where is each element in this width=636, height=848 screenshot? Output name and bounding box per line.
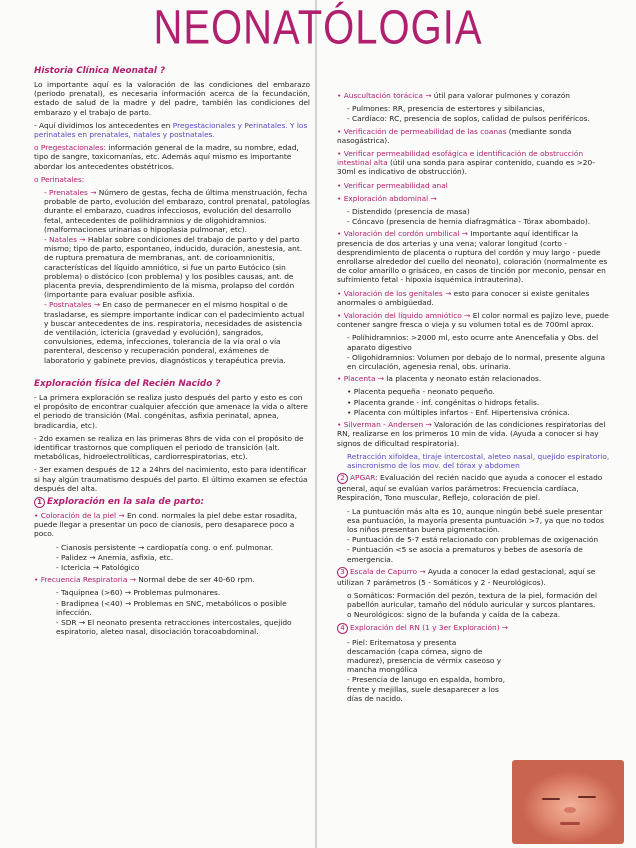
left-section-heading [34, 497, 310, 508]
right-note [347, 452, 613, 470]
right-note [337, 194, 613, 203]
left-note [56, 618, 310, 636]
note-label: - Postnatales → [44, 300, 101, 310]
right-note [347, 408, 613, 417]
note-text: • Placenta grande - inf. congénitas o hidrops fetalis. [347, 397, 540, 407]
right-note [337, 420, 613, 448]
note-text: - Distendido (presencia de masa) [347, 207, 470, 217]
note-text: - Cóncavo (presencia de hernia diafragmática - Tórax abombado). [347, 217, 591, 227]
note-text: Número de gestas, fecha de última menstruación, fecha probable de parto, evolución del embarazo, control prenatal, patologías durante el embarazo, cuadros infecciosos, evolución del desarrollo fetal, antecedentes de polihidramnios y de oligohidramnios. (malformaciones urinarias o hipoplasia pulmonar, etc). [44, 188, 310, 234]
note-label: • Verificar permeabilidad anal [337, 180, 448, 190]
note-label: • Valoración del cordón umbilical → [337, 229, 468, 239]
right-note [347, 610, 613, 619]
right-note [347, 104, 613, 113]
note-text: • Placenta con múltiples infartos - Enf. Hipertensiva crónica. [347, 407, 570, 417]
left-note [56, 563, 310, 572]
note-text: El color normal es pajizo leve, puede contener sangre fresca o vieja y su volumen total es de 700ml aprox. [337, 311, 609, 330]
right-note [337, 623, 613, 634]
note-text: - Puntuación de 5-7 está relacionado con problemas de oxigenación [347, 535, 599, 545]
note-text: o Somáticos: Formación del pezón, textura de la piel, formación del pabellón auricular, tamaño del nódulo auricular y surcos plantares. [347, 590, 597, 610]
note-label: • Auscultación torácica → [337, 91, 432, 100]
note-text: Importante aquí identificar la presencia de dos arterias y una vena; valorar longitud (corto - desprendimiento de placenta o ruptura del cordón y muy largo - puede enrollarse alrededor del cuello del neonato), coloración (normalmente es de color amarillo o grisáceo, en casos de tinción por meconio, pensar en sufrimiento fetal - hipoxia isquémica intrauterina). [337, 229, 608, 285]
left-section-heading [34, 66, 310, 77]
note-text: información general de la madre, su nombre, edad, tipo de sangre, toxicomanías, etc. Además aquí mismo es importante abordar los antecedentes obstétricos. [34, 143, 299, 171]
note-text: - Oligohidramnios: Volumen por debajo de lo normal, presente alguna en circulación, agenesia renal, obs. urinaria. [347, 352, 606, 372]
right-note [337, 567, 613, 587]
note-text: - Pulmones: RR, presencia de estertores y sibilancias, [347, 104, 545, 114]
note-label: Exploración del RN (1 y 3er Exploración) → [350, 622, 509, 632]
right-note [337, 149, 613, 177]
left-note [34, 511, 310, 539]
left-note [34, 143, 310, 171]
right-note [347, 545, 613, 563]
right-note [347, 353, 613, 371]
note-text: - Ictericia → Patológico [56, 562, 140, 572]
note-text: útil para valorar pulmones y corazón [431, 91, 570, 100]
note-text: Valoración de las condiciones respiratorias del RN, realizarse en los primeros 10 min de vida. (Ayuda a conocer si hay signos de dificultad respiratoria). [337, 420, 606, 448]
notebook-spine [315, 0, 317, 848]
note-label: • Placenta → [337, 374, 385, 384]
note-text: - 3er examen después de 12 a 24hrs del nacimiento, esto para identificar si hay algún traumatismo después del parto. El último examen se efectúa después del alta. [34, 465, 308, 493]
eye-left [542, 798, 560, 800]
note-text: Ayuda a conocer la edad gestacional, aquí se utilizan 7 parámetros (5 - Somáticos y 2 - Neurológicos). [337, 566, 596, 587]
right-note [347, 387, 613, 396]
right-note [347, 398, 613, 407]
note-text: (mediante sonda nasogástrica). [337, 126, 572, 145]
note-text: - Presencia de lanugo en espalda, hombro, frente y mejillas, suele desaparecer a los días de nacido. [347, 675, 505, 703]
heading-text: Exploración en la sala de parto: [47, 496, 205, 507]
note-text: • Placenta pequeña - neonato pequeño. [347, 387, 495, 397]
note-label: • Valoración del líquido amniótico → [337, 311, 471, 321]
note-text: - Puntuación <5 se asocia a prematuros y bebes de asesoría de emergencia. [347, 545, 583, 564]
note-text: - Polihidramnios: >2000 ml, esto ocurre ante Anencefalia y Obs. del aparato digestivo [347, 333, 599, 352]
left-column [34, 66, 310, 637]
left-note [56, 553, 310, 562]
left-note [56, 543, 310, 552]
left-section-heading [34, 379, 310, 390]
highlighted-text: Retracción xifoidea, tiraje intercostal, aleteo nasal, quejido espiratorio, asincronismo de los mov. del tórax y abdomen [347, 451, 610, 470]
left-note [56, 599, 310, 617]
note-text: (útil una sonda para aspirar contenido, cuando es >20-30ml es indicativo de obstrucción). [337, 158, 595, 177]
note-label: • Verificación de permeabilidad de las coanas [337, 126, 507, 136]
left-note [44, 300, 310, 364]
right-note [337, 229, 613, 284]
note-text: - SDR → El neonato presenta retracciones intercostales, quejido espiratorio, aleteo nasal, disociación toracoabdominal. [56, 617, 292, 637]
note-text: - Aquí dividimos los antecedentes en [34, 120, 173, 130]
note-label: • Coloración de la piel → [34, 510, 125, 520]
note-text: - Palidez → Anemia, asfixia, etc. [56, 552, 174, 562]
note-label: • Exploración abdominal → [337, 193, 437, 203]
left-note [56, 588, 310, 597]
note-label: Escala de Capurro → [350, 566, 426, 576]
right-note [337, 91, 613, 100]
page-title: NEONATÓLOGIA [153, 1, 483, 55]
note-text: Hablar sobre condiciones del trabajo de parto y del parto mismo; tipo de parto, espontaneo, inducido, duración, anestesia, ant. de ruptura prematura de membranas, ant. de corioamnionitis, características del líquido amniótico, si fue un parto Eutócico (sin problema) o distócico (con problema) y los posibles causas, ant. de placenta previa, desprendimiento de la misma, prolapso del cordón (importante para evaluar posible asfixia. [44, 235, 303, 300]
note-text: o Neurológicos: signo de la bufanda y caída de la cabeza. [347, 610, 561, 620]
note-text: esto para conocer si existe genitales anormales o ambigüedad. [337, 288, 590, 307]
left-note [34, 175, 310, 184]
left-note [44, 188, 310, 234]
left-note [44, 235, 310, 299]
note-label: • Verificar permeabilidad esofágica e identificación de obstrucción intestinal alta [337, 149, 584, 168]
right-note [347, 114, 613, 123]
note-label: • Frecuencia Respiratoria → [34, 575, 136, 585]
note-text: - 2do examen se realiza en las primeras 8hrs de vida con el propósito de identificar trastornos que compliquen el periodo de transición (alt. metabólicas, hidroelectrolíticas, cardiorrespiratorias, etc). [34, 433, 304, 462]
note-text: Evaluación del recién nacido que ayuda a conocer el estado general, aquí se evalúan varios parámetros: Frecuencia cardíaca, Respiración, Tono muscular, Reflejo, coloración de piel. [337, 473, 603, 503]
right-column [337, 88, 613, 704]
heading-text: Historia Clínica Neonatal ? [34, 66, 166, 76]
heading-text: Exploración física del Recién Nacido ? [34, 378, 221, 389]
left-note [34, 80, 310, 117]
right-note [337, 181, 613, 190]
note-text: - Bradipnea (<40) → Problemas en SNC, metabólicos o posible infección. [56, 598, 287, 617]
eye-right [578, 796, 596, 798]
note-label: o Perinatales: [34, 174, 85, 184]
left-note [34, 393, 310, 430]
right-note [347, 207, 613, 216]
note-text: la placenta y neonato están relacionados. [384, 374, 542, 384]
right-note [347, 535, 613, 544]
note-text: En cond. normales la piel debe estar rosadita, puede llegar a presentar un poco de cianosis, pero desaparece poco a poco. [34, 510, 297, 539]
note-text: - Taquipnea (>60) → Problemas pulmonares. [56, 588, 221, 598]
right-note [337, 127, 613, 145]
right-note [347, 507, 613, 535]
right-note [347, 675, 507, 703]
right-note [337, 374, 613, 383]
note-text: En caso de permanecer en el mismo hospital o de trasladarse, es siempre importante indicar con el padecimiento actual y buscar antecedentes de ins. respiratoria, necesidades de asistencia de ventilación, ictericia (gravedad y evolución), sangrados, convulsiones, edema, infecciones, tolerancia de la vía oral o vía parenteral, descenso y recuperación ponderal, exámenes de laboratorio y gabinete previos, diagnósticos y terapéutica previa. [44, 300, 305, 365]
section-number: 3 [337, 567, 348, 578]
right-note [337, 311, 613, 329]
note-label: o Pregestacionales: [34, 143, 106, 153]
right-note [337, 289, 613, 307]
section-number: 2 [337, 473, 348, 484]
newborn-photo [512, 760, 624, 844]
note-text: Lo importante aquí es la valoración de las condiciones del embarazo (periodo prenatal), es necesaria información acerca de la fecundación, estado de salud de la madre y del padre, también las condiciones del embarazo y el trabajo de parto. [34, 80, 310, 117]
nose [564, 807, 576, 813]
highlighted-text: Pregestacionales y Perinatales. Y los perinatales en prenatales, natales y postnatales. [34, 120, 308, 140]
note-label: • Silverman - Andersen → [337, 420, 432, 430]
right-note [347, 217, 613, 226]
note-text: - La primera exploración se realiza justo después del parto y esto es con el propósito de encontrar cualquier afección que amenace la vida o altere el periodo de transición (Mal. congénitas, asfixia perinatal, apnea, bradicardia, etc). [34, 392, 308, 430]
left-note [34, 465, 310, 493]
left-note [34, 575, 310, 584]
note-label: - Prenatales → [44, 188, 97, 198]
right-note [347, 333, 613, 351]
note-text: Normal debe de ser 40-60 rpm. [135, 575, 255, 585]
note-label: - Natales → [44, 235, 86, 245]
right-note [347, 591, 613, 609]
right-note [337, 473, 613, 502]
left-note [34, 434, 310, 462]
note-text: - La puntuación más alta es 10, aunque ningún bebé suele presentar esa puntuación, la mayoría presenta puntuación >7, ya que no todos los niños presentan buena pigmentación. [347, 506, 604, 534]
note-text: - Cianosis persistente → cardiopatía cong. o enf. pulmonar. [56, 542, 273, 552]
left-note [34, 121, 310, 139]
mouth [560, 822, 580, 825]
note-label: • Valoración de los genitales → [337, 288, 452, 298]
note-label: APGAR: [350, 473, 378, 483]
note-text: - Piel: Eritematosa y presenta descamación (capa córnea, signo de madurez), presencia de vérmix caseoso y mancha mongólica [347, 637, 502, 675]
right-note [347, 638, 507, 675]
section-number: 4 [337, 623, 348, 634]
section-number: 1 [34, 497, 45, 508]
note-text: - Cardíaco: RC, presencia de soplos, calidad de pulsos periféricos. [347, 114, 590, 124]
